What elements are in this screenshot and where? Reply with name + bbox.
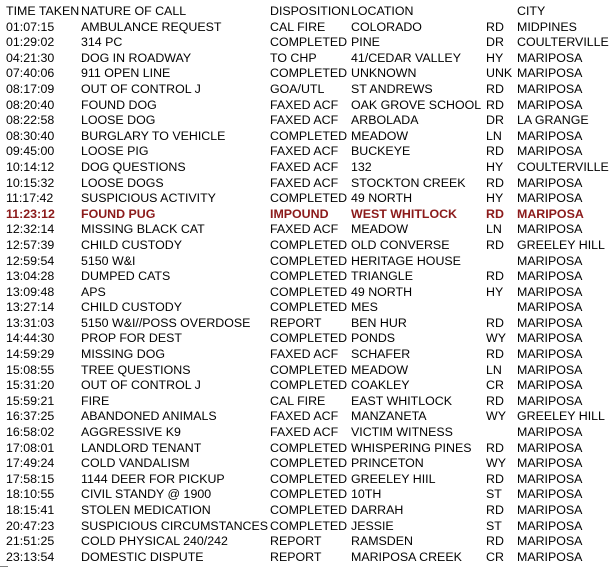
table-row xyxy=(0,300,614,316)
cell-street-suffix: RD xyxy=(486,503,504,517)
cell-time: 21:51:25 xyxy=(6,534,55,549)
cell-time: 18:15:41 xyxy=(6,503,55,517)
cell-street-suffix: RD xyxy=(486,393,504,408)
cell-city: MARIPOSA xyxy=(517,440,583,455)
cell-location: MES xyxy=(351,300,378,315)
table-row xyxy=(0,222,614,238)
cell-location: JESSIE xyxy=(351,518,394,533)
cell-disposition: FAXED ACF xyxy=(270,222,339,237)
cell-nature-of-call: 5150 W&I xyxy=(81,253,136,268)
cell-street-suffix: RD xyxy=(486,19,504,34)
cell-disposition: CAL FIRE xyxy=(270,19,326,34)
cell-location: BUCKEYE xyxy=(351,144,411,159)
header-location: LOCATION xyxy=(351,4,414,18)
cell-street-suffix: ST xyxy=(486,518,502,533)
cell-city: MARIPOSA xyxy=(517,534,583,549)
cell-disposition: REPORT xyxy=(270,534,322,549)
table-row xyxy=(0,519,614,535)
cell-city: MARIPOSA xyxy=(517,144,583,159)
cell-time: 10:15:32 xyxy=(6,175,55,190)
table-row xyxy=(0,238,614,254)
cell-city: MARIPOSA xyxy=(517,81,583,96)
cell-time: 08:17:09 xyxy=(6,81,55,96)
table-row xyxy=(0,191,614,207)
cell-time: 18:10:55 xyxy=(6,487,55,502)
cell-city: COULTERVILLE xyxy=(517,35,609,50)
cell-location: OLD CONVERSE xyxy=(351,237,450,252)
cell-location: RAMSDEN xyxy=(351,534,413,549)
cell-street-suffix: HY xyxy=(486,191,504,206)
cell-street-suffix: RD xyxy=(486,471,504,486)
cell-city: MARIPOSA xyxy=(517,269,583,284)
cell-nature-of-call: LANDLORD TENANT xyxy=(81,440,202,455)
cell-nature-of-call: AGGRESSIVE K9 xyxy=(81,425,181,440)
cell-street-suffix: WY xyxy=(486,409,506,424)
cell-nature-of-call: DOG IN ROADWAY xyxy=(81,50,192,65)
cell-time: 23:13:54 xyxy=(6,549,55,564)
cell-city: MARIPOSA xyxy=(517,471,583,486)
cell-nature-of-call: APS xyxy=(81,284,106,299)
cell-nature-of-call: CHILD CUSTODY xyxy=(81,237,182,252)
cell-nature-of-call: FOUND PUG xyxy=(81,206,156,221)
table-header-row xyxy=(0,4,614,20)
cell-disposition: FAXED ACF xyxy=(270,425,339,440)
cell-nature-of-call: PROP FOR DEST xyxy=(81,331,182,346)
cell-location: ST ANDREWS xyxy=(351,81,433,96)
cell-location: 41/CEDAR VALLEY xyxy=(351,50,461,65)
cell-location: MEADOW xyxy=(351,362,409,377)
cell-location: TRIANGLE xyxy=(351,269,413,284)
cell-time: 07:40:06 xyxy=(6,66,55,81)
cell-disposition: CAL FIRE xyxy=(270,393,326,408)
cell-location: SCHAFER xyxy=(351,347,411,362)
cell-disposition: COMPLETED xyxy=(270,269,348,284)
cell-city: MARIPOSA xyxy=(517,378,583,393)
header-nature-of-call: NATURE OF CALL xyxy=(81,4,187,18)
cell-location: ARBOLADA xyxy=(351,113,419,128)
cell-city: MARIPOSA xyxy=(517,222,583,237)
cell-nature-of-call: FOUND DOG xyxy=(81,97,157,112)
cell-location: COLORADO xyxy=(351,19,422,34)
cell-time: 13:09:48 xyxy=(6,284,55,299)
table-row xyxy=(0,160,614,176)
cell-disposition: FAXED ACF xyxy=(270,347,339,362)
table-row-highlighted xyxy=(0,207,614,223)
cell-nature-of-call: COLD VANDALISM xyxy=(81,456,190,471)
cell-time: 08:22:58 xyxy=(6,113,55,128)
cell-city: MARIPOSA xyxy=(517,362,583,377)
cell-nature-of-call: STOLEN MEDICATION xyxy=(81,503,211,517)
cell-city: MARIPOSA xyxy=(517,549,583,564)
cell-time: 09:45:00 xyxy=(6,144,55,159)
cell-street-suffix: RD xyxy=(486,175,504,190)
cell-location: EAST WHITLOCK xyxy=(351,393,452,408)
table-row xyxy=(0,20,614,36)
cell-city: MARIPOSA xyxy=(517,128,583,143)
cell-city: MARIPOSA xyxy=(517,300,583,315)
cell-time: 11:23:12 xyxy=(6,206,55,221)
cell-time: 15:08:55 xyxy=(6,362,55,377)
cell-disposition: COMPLETED xyxy=(270,128,348,143)
cell-nature-of-call: COLD PHYSICAL 240/242 xyxy=(81,534,228,549)
cell-location: COAKLEY xyxy=(351,378,410,393)
table-row xyxy=(0,378,614,394)
cell-time: 17:58:15 xyxy=(6,471,55,486)
cell-nature-of-call: MISSING DOG xyxy=(81,347,165,362)
table-row xyxy=(0,472,614,488)
cell-disposition: FAXED ACF xyxy=(270,159,339,174)
cell-street-suffix: RD xyxy=(486,347,504,362)
cell-nature-of-call: 314 PC xyxy=(81,35,123,50)
cell-disposition: COMPLETED xyxy=(270,471,348,486)
cell-street-suffix: RD xyxy=(486,144,504,159)
cell-location: MANZANETA xyxy=(351,409,427,424)
cell-location: STOCKTON CREEK xyxy=(351,175,466,190)
cell-time: 15:59:21 xyxy=(6,393,55,408)
cell-time: 04:21:30 xyxy=(6,50,55,65)
cell-street-suffix: HY xyxy=(486,159,504,174)
cell-disposition: COMPLETED xyxy=(270,35,348,50)
cell-city: MARIPOSA xyxy=(517,425,583,440)
table-row xyxy=(0,363,614,379)
cell-time: 13:27:14 xyxy=(6,300,55,315)
cell-street-suffix: RD xyxy=(486,440,504,455)
cell-time: 14:59:29 xyxy=(6,347,55,362)
cell-location: PRINCETON xyxy=(351,456,424,471)
cell-disposition: COMPLETED xyxy=(270,331,348,346)
cell-street-suffix: DR xyxy=(486,113,504,128)
cell-time: 08:20:40 xyxy=(6,97,55,112)
cell-time: 10:14:12 xyxy=(6,159,55,174)
cell-city: MARIPOSA xyxy=(517,50,583,65)
cell-street-suffix: UNK xyxy=(486,66,513,81)
table-row xyxy=(0,347,614,363)
cell-location: MARIPOSA CREEK xyxy=(351,549,462,564)
cell-nature-of-call: LOOSE DOG xyxy=(81,113,156,128)
cell-disposition: COMPLETED xyxy=(270,378,348,393)
cell-disposition: COMPLETED xyxy=(270,191,348,206)
table-row xyxy=(0,66,614,82)
cell-nature-of-call: MISSING BLACK CAT xyxy=(81,222,205,237)
cell-city: MARIPOSA xyxy=(517,456,583,471)
cell-location: HERITAGE HOUSE xyxy=(351,253,461,268)
cell-city: LA GRANGE xyxy=(517,113,589,128)
cell-time: 14:44:30 xyxy=(6,331,55,346)
cell-street-suffix: DR xyxy=(486,35,504,50)
cell-disposition: COMPLETED xyxy=(270,456,348,471)
cell-time: 13:31:03 xyxy=(6,315,55,330)
cell-time: 15:31:20 xyxy=(6,378,55,393)
cell-street-suffix: RD xyxy=(486,81,504,96)
cell-nature-of-call: DUMPED CATS xyxy=(81,269,171,284)
cell-location: OAK GROVE SCHOOL xyxy=(351,97,482,112)
cell-street-suffix: RD xyxy=(486,534,504,549)
cell-city: GREELEY HILL xyxy=(517,237,605,252)
cell-city: MARIPOSA xyxy=(517,487,583,502)
cell-city: MARIPOSA xyxy=(517,66,583,81)
table-row xyxy=(0,176,614,192)
cell-street-suffix: CR xyxy=(486,549,504,564)
cell-location: 49 NORTH xyxy=(351,191,413,206)
cell-disposition: COMPLETED xyxy=(270,237,348,252)
cell-street-suffix: LN xyxy=(486,222,502,237)
cell-time: 20:47:23 xyxy=(6,518,55,533)
cell-city: MARIPOSA xyxy=(517,253,583,268)
cell-time: 17:08:01 xyxy=(6,440,55,455)
cell-disposition: COMPLETED xyxy=(270,300,348,315)
cell-nature-of-call: TREE QUESTIONS xyxy=(81,362,191,377)
cell-street-suffix: LN xyxy=(486,362,502,377)
table-row xyxy=(0,35,614,51)
cell-street-suffix: RD xyxy=(486,237,504,252)
cell-disposition: IMPOUND xyxy=(270,206,329,221)
cell-location: PINE xyxy=(351,35,380,50)
cell-nature-of-call: OUT OF CONTROL J xyxy=(81,378,201,393)
cell-nature-of-call: CHILD CUSTODY xyxy=(81,300,182,315)
cell-location: 132 xyxy=(351,159,372,174)
cell-location: MEADOW xyxy=(351,128,409,143)
cell-city: GREELEY HILL xyxy=(517,409,605,424)
cell-street-suffix: LN xyxy=(486,128,502,143)
cell-city: MARIPOSA xyxy=(517,347,583,362)
cell-nature-of-call: 5150 W&I//POSS OVERDOSE xyxy=(81,315,251,330)
cell-nature-of-call: CIVIL STANDY @ 1900 xyxy=(81,487,212,502)
cell-location: MEADOW xyxy=(351,222,409,237)
cell-street-suffix: WY xyxy=(486,456,506,471)
cell-disposition: TO CHP xyxy=(270,50,317,65)
cell-time: 12:59:54 xyxy=(6,253,55,268)
cell-location: 10TH xyxy=(351,487,382,502)
cell-city: MARIPOSA xyxy=(517,503,583,517)
cell-location: DARRAH xyxy=(351,503,404,517)
table-row xyxy=(0,144,614,160)
cell-nature-of-call: 911 OPEN LINE xyxy=(81,66,171,81)
cell-location: WEST WHITLOCK xyxy=(351,206,457,221)
cell-time: 17:49:24 xyxy=(6,456,55,471)
table-row xyxy=(0,394,614,410)
cell-disposition: FAXED ACF xyxy=(270,175,339,190)
cell-city: MIDPINES xyxy=(517,19,577,34)
table-row xyxy=(0,425,614,441)
cell-street-suffix: RD xyxy=(486,97,504,112)
page-edge-rule xyxy=(0,566,8,567)
cell-time: 01:29:02 xyxy=(6,35,55,50)
cell-disposition: COMPLETED xyxy=(270,284,348,299)
cell-city: MARIPOSA xyxy=(517,315,583,330)
table-row xyxy=(0,487,614,503)
table-row xyxy=(0,269,614,285)
cell-time: 08:30:40 xyxy=(6,128,55,143)
cell-city: MARIPOSA xyxy=(517,518,583,533)
cell-city: MARIPOSA xyxy=(517,331,583,346)
cell-street-suffix: CR xyxy=(486,378,504,393)
cell-disposition: REPORT xyxy=(270,549,322,564)
cell-location: VICTIM WITNESS xyxy=(351,425,453,440)
cell-disposition: COMPLETED xyxy=(270,518,348,533)
table-row xyxy=(0,254,614,270)
cell-location: PONDS xyxy=(351,331,396,346)
cell-city: MARIPOSA xyxy=(517,97,583,112)
cell-nature-of-call: OUT OF CONTROL J xyxy=(81,81,201,96)
cell-time: 01:07:15 xyxy=(6,19,55,34)
table-row xyxy=(0,316,614,332)
header-time-taken: TIME TAKEN xyxy=(6,4,80,18)
cell-nature-of-call: LOOSE PIG xyxy=(81,144,149,159)
cell-time: 12:57:39 xyxy=(6,237,55,252)
cell-city: MARIPOSA xyxy=(517,191,583,206)
table-row xyxy=(0,456,614,472)
cell-street-suffix: RD xyxy=(486,315,504,330)
cell-disposition: COMPLETED xyxy=(270,440,348,455)
cell-disposition: GOA/UTL xyxy=(270,81,325,96)
table-row xyxy=(0,113,614,129)
cell-disposition: FAXED ACF xyxy=(270,409,339,424)
cell-location: 49 NORTH xyxy=(351,284,413,299)
cell-disposition: COMPLETED xyxy=(270,253,348,268)
cell-time: 12:32:14 xyxy=(6,222,55,237)
cell-street-suffix: ST xyxy=(486,487,502,502)
cell-nature-of-call: SUSPICIOUS ACTIVITY xyxy=(81,191,216,206)
cell-location: WHISPERING PINES xyxy=(351,440,472,455)
cell-city: MARIPOSA xyxy=(517,393,583,408)
cell-disposition: COMPLETED xyxy=(270,362,348,377)
cell-time: 13:04:28 xyxy=(6,269,55,284)
table-row xyxy=(0,550,614,566)
cell-nature-of-call: DOMESTIC DISPUTE xyxy=(81,549,204,564)
cell-nature-of-call: AMBULANCE REQUEST xyxy=(81,19,222,34)
cell-location: UNKNOWN xyxy=(351,66,417,81)
table-row xyxy=(0,441,614,457)
cell-disposition: COMPLETED xyxy=(270,487,348,502)
cell-street-suffix: HY xyxy=(486,50,504,65)
cell-city: MARIPOSA xyxy=(517,175,583,190)
cell-nature-of-call: FIRE xyxy=(81,393,110,408)
table-row xyxy=(0,82,614,98)
cell-nature-of-call: DOG QUESTIONS xyxy=(81,159,186,174)
cell-street-suffix: HY xyxy=(486,284,504,299)
table-body xyxy=(0,20,614,566)
cell-nature-of-call: ABANDONED ANIMALS xyxy=(81,409,217,424)
table-row xyxy=(0,51,614,67)
cell-nature-of-call: SUSPICIOUS CIRCUMSTANCES xyxy=(81,518,269,533)
cell-disposition: COMPLETED xyxy=(270,503,348,517)
cell-time: 11:17:42 xyxy=(6,191,54,206)
cell-location: BEN HUR xyxy=(351,315,407,330)
table-row xyxy=(0,331,614,347)
cell-city: MARIPOSA xyxy=(517,284,583,299)
cell-time: 16:37:25 xyxy=(6,409,55,424)
table-row xyxy=(0,534,614,550)
cell-disposition: FAXED ACF xyxy=(270,113,339,128)
table-row xyxy=(0,503,614,519)
call-log-table xyxy=(0,4,614,565)
cell-street-suffix: RD xyxy=(486,206,504,221)
cell-disposition: COMPLETED xyxy=(270,66,348,81)
table-row xyxy=(0,285,614,301)
cell-street-suffix: WY xyxy=(486,331,506,346)
cell-time: 16:58:02 xyxy=(6,425,55,440)
table-row xyxy=(0,129,614,145)
cell-city: COULTERVILLE xyxy=(517,159,609,174)
cell-nature-of-call: LOOSE DOGS xyxy=(81,175,164,190)
cell-city: MARIPOSA xyxy=(517,206,584,221)
table-row xyxy=(0,98,614,114)
table-row xyxy=(0,409,614,425)
cell-location: GREELEY HIIL xyxy=(351,471,436,486)
cell-nature-of-call: BURGLARY TO VEHICLE xyxy=(81,128,226,143)
cell-disposition: FAXED ACF xyxy=(270,144,339,159)
cell-disposition: FAXED ACF xyxy=(270,97,339,112)
header-disposition: DISPOSITION xyxy=(270,4,350,18)
cell-nature-of-call: 1144 DEER FOR PICKUP xyxy=(81,471,225,486)
cell-street-suffix: RD xyxy=(486,269,504,284)
cell-disposition: REPORT xyxy=(270,315,322,330)
header-city: CITY xyxy=(517,4,546,18)
